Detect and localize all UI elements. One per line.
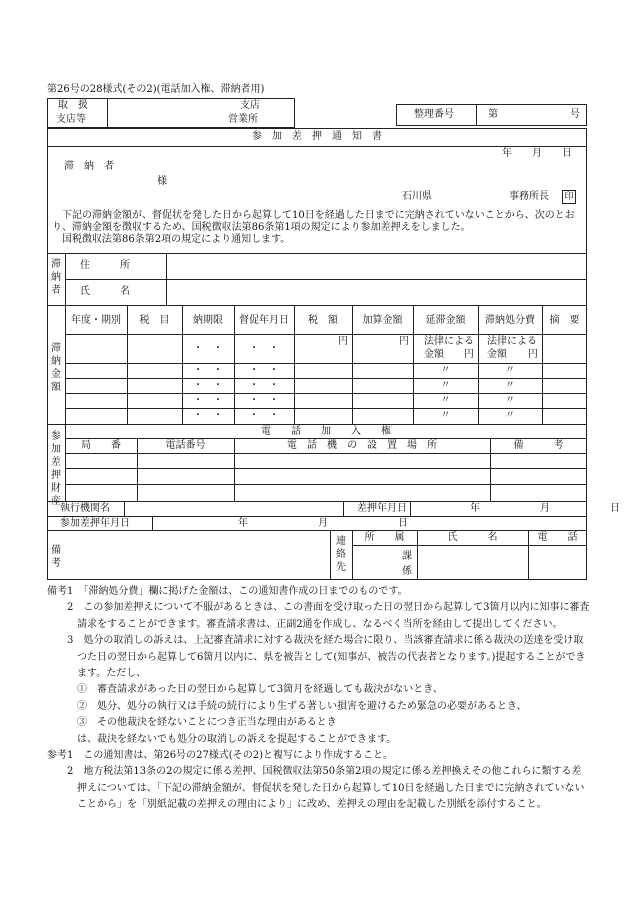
seal-mark: 印 xyxy=(562,190,576,204)
taxpayer-section-label: 滞納者 xyxy=(51,259,61,296)
note-line: ことから」を「別紙記載の差押えの理由により」に改め、差押えの理由を記載した別紙を添付すること。 xyxy=(47,799,547,811)
contact-header-phone: 電 話 xyxy=(537,532,578,543)
yen-fee: 円 xyxy=(528,349,538,360)
law-text-fee-1: 法律による xyxy=(487,336,537,347)
ditto-delinq-2: 〃 xyxy=(440,365,451,376)
branch-label-1: 取 扱 xyxy=(58,100,88,111)
contact-kakari: 係 xyxy=(402,566,412,577)
due-dots-2: ・ ・ xyxy=(193,365,223,376)
ditto-fee-5: 〃 xyxy=(505,410,515,421)
seizure-date-label: 差押年月日 xyxy=(357,503,407,514)
contact-ka: 課 xyxy=(402,551,412,562)
demand-dots-3: ・ ・ xyxy=(249,380,279,391)
col-header-due-date: 納期限 xyxy=(193,315,223,326)
join-date-value: 年 月 日 xyxy=(238,518,408,529)
seizure-header-exchange: 局 番 xyxy=(81,440,121,451)
law-text-fee-2: 金額 xyxy=(487,349,507,360)
demand-dots-2: ・ ・ xyxy=(249,365,279,376)
due-dots-1: ・ ・ xyxy=(193,343,223,354)
body-text-3: 国税徴収法第86条第2項の規定により通知します。 xyxy=(62,234,291,245)
seizure-header-phone-number: 電話番号 xyxy=(165,440,206,451)
ditto-fee-3: 〃 xyxy=(505,380,515,391)
issuer-pref: 石川県 xyxy=(402,191,432,202)
col-header-tax-amount: 税 額 xyxy=(308,315,338,326)
branch-value-2: 営業所 xyxy=(228,114,258,125)
ditto-delinq-4: 〃 xyxy=(440,395,451,406)
exec-agency-label: 執行機関名 xyxy=(60,503,110,514)
branch-value-1: 支店 xyxy=(240,100,260,111)
contact-label: 連絡先 xyxy=(336,536,346,573)
phone-right-label: 電 話 加 入 権 xyxy=(261,426,391,437)
yen-tax: 円 xyxy=(338,336,348,347)
due-dots-4: ・ ・ xyxy=(193,395,223,406)
note-line: 参考1 この通知書は、第26号の27様式(その2)と複写により作成すること。 xyxy=(47,750,393,762)
ref-go: 号 xyxy=(570,109,580,120)
contact-header-affiliation: 所 属 xyxy=(364,532,405,543)
address-label: 住 所 xyxy=(80,260,130,271)
ditto-fee-4: 〃 xyxy=(505,395,515,406)
yen-delinq: 円 xyxy=(464,349,474,360)
join-date-label: 参加差押年月日 xyxy=(60,518,130,529)
contact-header-name: 氏 名 xyxy=(447,532,498,543)
col-header-demand-date: 督促年月日 xyxy=(239,315,289,326)
ref-number-label: 整理番号 xyxy=(414,109,454,120)
note-line: 2 この参加差押えについて不服があるときは、この書面を受け取った日の翌日から起算して3箇月以内に知事に審査 xyxy=(47,602,590,614)
note-line: 請求をすることができます。審査請求書は、正副2通を作成し、なるべく当所を経由して提出してください。 xyxy=(47,618,563,630)
addressee-sama: 様 xyxy=(157,176,167,187)
note-line: 2 地方税法第13条の2の規定に係る差押、国税徴収法第50条第2項の規定に係る差押換えその他これらに類する差 xyxy=(47,766,582,778)
branch-label-2: 支店等 xyxy=(56,114,86,125)
demand-dots-1: ・ ・ xyxy=(249,343,279,354)
col-header-disposition-fee: 滞納処分費 xyxy=(485,315,535,326)
arrears-section-label: 滞納金額 xyxy=(51,343,61,393)
seizure-date-value: 年 月 日 xyxy=(470,503,620,514)
col-header-delinquency: 延滞金額 xyxy=(425,315,466,326)
note-line: 備考1 「滞納処分費」欄に掲げた金額は、この通知書作成の日までのものです。 xyxy=(47,586,408,597)
note-line: ます。ただし、 xyxy=(47,668,147,680)
col-header-additional: 加算金額 xyxy=(362,315,403,326)
note-line: は、裁決を経ないでも処分の取消しの訴えを提起することができます。 xyxy=(47,733,397,745)
note-line: 押えについては、「下記の滞納金額が、督促状を発した日から起算して10日を経過した日までに完納されていない xyxy=(47,782,585,794)
ref-dai: 第 xyxy=(488,109,498,120)
due-dots-3: ・ ・ xyxy=(193,380,223,391)
seizure-header-location: 電 話 機 の 設 置 場 所 xyxy=(287,440,437,451)
note-line: 3 処分の取消しの訴えは、上記審査請求に対する裁決を経た場合に限り、当該審査請求に係る裁決の送達を受け取 xyxy=(47,635,584,647)
law-text-delinq-1: 法律による xyxy=(424,336,474,347)
note-line: ① 審査請求があった日の翌日から起算して3箇月を経過しても裁決がないとき、 xyxy=(47,684,443,696)
ditto-delinq-5: 〃 xyxy=(440,410,451,421)
document-title: 参 加 差 押 通 知 書 xyxy=(252,131,382,142)
col-header-year: 年度・期別 xyxy=(71,315,121,326)
form-label: 第26号の28様式(その2)(電話加入権、滞納者用) xyxy=(47,84,265,95)
issuer-office: 事務所長 xyxy=(509,191,549,202)
ditto-delinq-3: 〃 xyxy=(440,380,451,391)
note-line: ② 処分、処分の執行又は手続の続行により生ずる著しい損害を避けるため緊急の必要があるとき、 xyxy=(47,700,527,712)
addressee-label: 滞 納 者 xyxy=(64,161,114,172)
col-header-tax-item: 税 目 xyxy=(139,315,170,326)
note-line: ③ その他裁決を経ないことにつき正当な理由があるとき xyxy=(47,717,337,729)
notes-block xyxy=(47,584,590,814)
name-label: 氏 名 xyxy=(80,286,130,297)
col-header-remarks: 摘 要 xyxy=(549,315,580,326)
issue-date: 年 月 日 xyxy=(502,148,572,159)
law-text-delinq-2: 金額 xyxy=(424,349,444,360)
body-text-1: 下記の滞納金額が、督促状を発した日から起算して10日を経過した日までに完納されていないことから、次のとお xyxy=(62,210,575,221)
demand-dots-5: ・ ・ xyxy=(249,410,279,421)
yen-additional: 円 xyxy=(399,336,409,347)
remarks-label: 備考 xyxy=(51,545,61,569)
seizure-section-label: 参加差押財産 xyxy=(51,431,61,507)
body-text-2: り、滞納金額を徴収するため、国税徴収法第86条第1項の規定により参加差押えをしました。 xyxy=(52,222,471,233)
seizure-header-remarks: 備 考 xyxy=(513,440,564,451)
ditto-fee-2: 〃 xyxy=(505,365,515,376)
note-line: つた日の翌日から起算して6箇月以内に、県を被告として(知事が、被告の代表者となります。)提起することができ xyxy=(47,651,586,663)
demand-dots-4: ・ ・ xyxy=(249,395,279,406)
due-dots-5: ・ ・ xyxy=(193,410,223,421)
